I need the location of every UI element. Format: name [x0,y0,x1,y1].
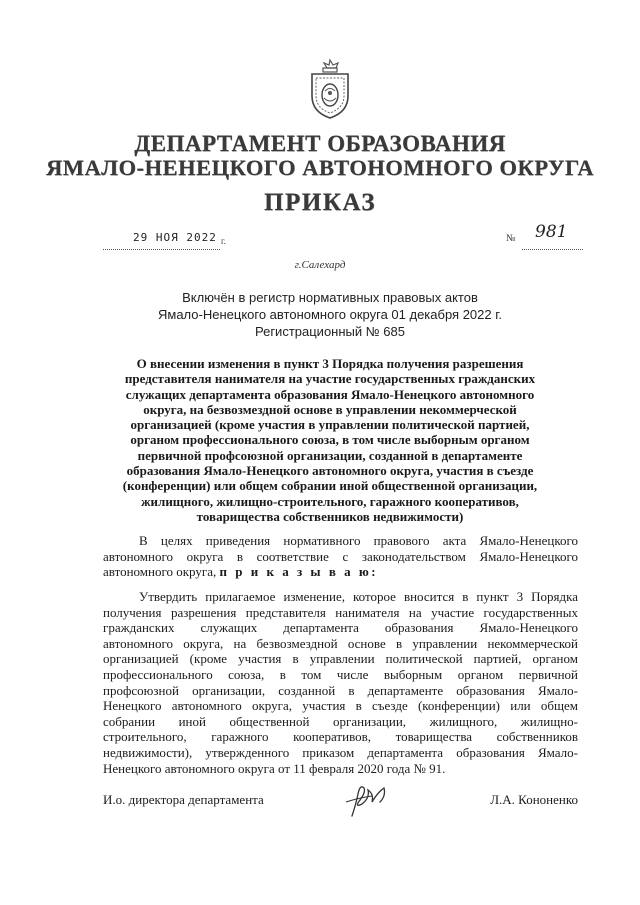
signer-name: Л.А. Кононенко [490,792,578,807]
subject-line: О внесении изменения в пункт 3 Порядка получения разрешения [136,356,524,371]
city: г.Салехард [294,259,346,271]
coat-of-arms-icon [306,58,354,120]
paragraph-line: недвижимости), утвержденного приказом департамента образования Ямало- [103,744,578,760]
body-paragraph [103,589,578,776]
subject-line: товарищества собственников недвижимости) [196,508,464,524]
registration-line: Ямало-Ненецкого автономного округа 01 декабря 2022 г. [158,307,502,322]
order-title: ПРИКАЗ [264,189,376,216]
subject-line: служащих департамента образования Ямало-Ненецкого автономного [125,386,535,402]
handwritten-signature-icon [338,778,398,820]
paragraph-line: гражданских служащих департамента образования Ямало-Ненецкого [103,620,578,636]
preamble-paragraph [103,533,578,580]
paragraph-line: профессионального союза, в том числе выборным органом первичной [103,666,578,682]
paragraph-line [103,564,578,580]
paragraph-line: Утвердить прилагаемое изменение, которое вносится в пункт 3 Порядка [139,589,578,604]
subject-line: органом профессионального союза, в том числе выборным органом [130,432,530,448]
order-subject [112,356,548,524]
signer-position: И.о. директора департамента [103,792,264,807]
paragraph-line: Ненецкого автономного округа, участия в съезде (конференции) или общем [103,698,578,714]
number-label: № [506,233,516,244]
paragraph-line: автономного округа в соответствие с законодательством Ямало-Ненецкого [103,548,578,564]
subject-line: представителя нанимателя на участие государственных гражданских [124,371,536,387]
order-number: 981 [535,222,568,242]
paragraph-line: получения разрешения представителя нанимателя на участие государственных [103,604,578,620]
registration-number: Регистрационный № 685 [254,324,405,339]
paragraph-line: собрании иной общественной организации, жилищного, жилищно- [103,713,578,729]
order-verb: п р и к а з ы в а ю: [219,564,379,579]
subject-line: образования Ямало-Ненецкого автономного округа, участия в съезде [126,463,534,479]
department-name-line2: ЯМАЛО-НЕНЕЦКОГО АВТОНОМНОГО ОКРУГА [45,155,595,180]
department-name-line1: ДЕПАРТАМЕНТ ОБРАЗОВАНИЯ [134,131,506,156]
paragraph-line: профсоюзной организации, созданной в департаменте образования Ямало- [103,682,578,698]
preamble-text: автономного округа, [103,564,217,579]
paragraph-line: строительного, гаражного кооперативов, товарищества собственников [103,729,578,745]
paragraph-line: организацией (кроме участия в управлении политической партией, органом [103,651,578,667]
subject-line: жилищного, жилищно-строительного, гаражного кооперативов, [141,493,519,509]
paragraph-line: автономного округа, на безвозмездной основе в управлении некоммерческой [103,635,578,651]
order-date: 29 НОЯ 2022 [133,231,217,244]
paragraph-line: Ненецкого автономного округа от 11 февраля 2020 года № 91. [103,760,446,776]
paragraph-line: В целях приведения нормативного правового акта Ямало-Ненецкого [139,533,578,548]
subject-line: округа, на безвозмездной основе в управлении некоммерческой [143,401,517,417]
subject-line: (конференции) или общем собрании иной общественной организации, [122,478,538,494]
date-suffix: г. [221,236,226,246]
registration-line: Включён в регистр нормативных правовых актов [182,290,478,305]
subject-line: первичной профсоюзной организации, созданной в департаменте [137,447,523,463]
subject-line: организацией (кроме участия в управлении политической партией, [130,417,530,433]
